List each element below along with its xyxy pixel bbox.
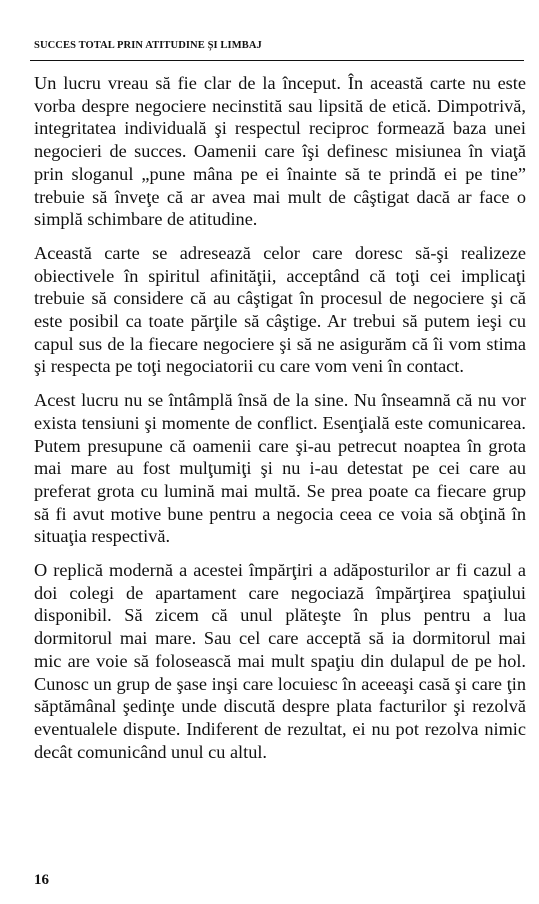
paragraph-3: Acest lucru nu se întâmplă însă de la sine. Nu înseamnă că nu vor exista tensiuni şi momente de conflict. Esenţială este comunicarea. Putem presupune că oamenii care şi-au petrecut noaptea în grota mai mare au fost mulţumiţi şi nu i-au detestat pe cei care au preferat grota cu lumină mai multă. Se prea poate ca fiecare grup să fi avut motive bune pentru a negocia ceea ce voia să obţină în situaţia respectivă. — [34, 390, 526, 547]
running-header: SUCCES TOTAL PRIN ATITUDINE ȘI LIMBAJ — [34, 40, 262, 51]
paragraph-4: O replică modernă a acestei împărţiri a adăposturilor ar fi cazul a doi colegi de apartament care negociază împărţirea spaţiului disponibil. Să zicem că unul plăteşte în plus pentru a lua dormitorul mai mare. Sau cel care acceptă să ia dormitorul mai mic are voie să folosească mai mult spaţiu din dulapul de pe hol. Cunosc un grup de şase inşi care locuiesc în aceeaşi casă şi care ţin săptămânal şedinţe unde discută despre plata facturilor şi rezolvă eventualele dispute. Indiferent de rezultat, ei nu pot rezolva nimic decât comunicând unul cu altul. — [34, 560, 526, 762]
paragraph-1: Un lucru vreau să fie clar de la început. În această carte nu este vorba despre negociere necinstită sau lipsită de etică. Dimpotrivă, integritatea individuală şi respectul reciproc formează baza unei negocieri de succes. Oamenii care îşi definesc misiunea în viaţă prin sloganul „pune mâna pe ei înainte să te prindă ei pe tine” trebuie să înveţe că ar avea mai mult de câştigat dacă ar face o simplă schimbare de atitudine. — [34, 73, 526, 230]
body-text — [34, 72, 526, 774]
header-rule — [30, 60, 524, 61]
page-number: 16 — [34, 872, 49, 888]
paragraph-2: Această carte se adresează celor care doresc să-şi realizeze obiectivele în spiritul afinităţii, acceptând că toţi cei implicaţi trebuie să considere că au câştigat în procesul de negociere şi că este posibil ca toate părţile să câştige. Ar trebui să putem ieşi cu capul sus de la fiecare negociere şi să ne asigurăm că îi vom stima şi respecta pe toţi negociatorii cu care vom veni în contact. — [34, 242, 526, 377]
